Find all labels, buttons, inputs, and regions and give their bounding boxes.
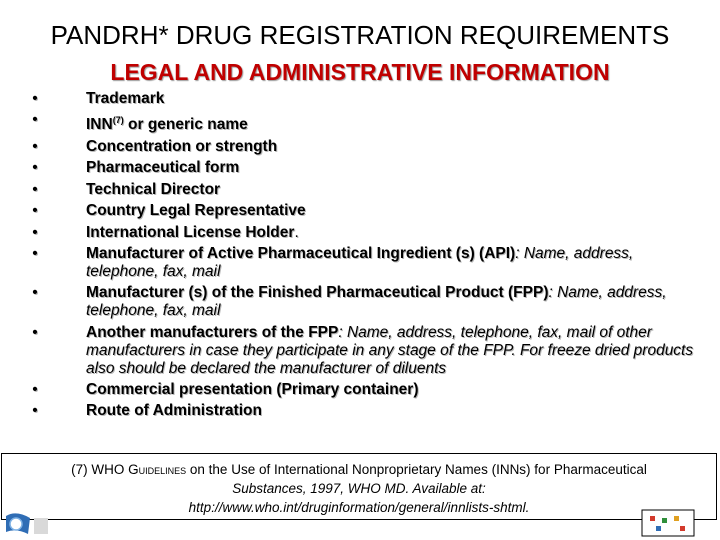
item-detail: : Name, address, telephone, fax, mail [86, 244, 634, 280]
bullet-icon: • [32, 180, 38, 198]
footnote-reference: (7) [112, 115, 124, 126]
item-heading: Manufacturer (s) of the Finished Pharmaceutical Product (FPP) [86, 284, 549, 302]
item-heading: International License Holder [86, 223, 295, 241]
footnote-box [1, 453, 717, 520]
bullet-icon: • [32, 381, 38, 399]
item-heading: Pharmaceutical form [86, 159, 240, 177]
bullet-icon: • [32, 402, 38, 420]
list-item-legal-representative [30, 202, 705, 220]
item-heading: Route of Administration [86, 402, 262, 420]
item-heading: Trademark [86, 90, 165, 107]
bullet-icon: • [32, 90, 38, 107]
footnote-line-2: Substances, 1997, WHO MD. Available at: [232, 481, 486, 496]
list-item-other-manufacturers [30, 324, 705, 378]
bullet-icon: • [32, 111, 38, 129]
bullet-icon: • [32, 284, 38, 302]
bullet-icon: • [32, 202, 38, 220]
item-heading: Country Legal Representative [86, 202, 306, 220]
footnote-line-1 [2, 460, 716, 479]
slide-title: PANDRH* DRUG REGISTRATION REQUIREMENTS [50, 20, 670, 50]
footnote-lead: (7) WHO [71, 462, 129, 477]
item-heading: Commercial presentation (Primary container) [86, 381, 419, 399]
bullet-icon: • [32, 323, 38, 341]
item-heading: INN [86, 116, 113, 134]
bullet-icon: • [32, 137, 38, 155]
item-detail: . [294, 223, 299, 241]
list-item-commercial-presentation [30, 381, 705, 399]
item-heading: Concentration or strength [86, 137, 278, 155]
footnote-url[interactable]: http://www.who.int/druginformation/general/innlists-shtml. [188, 500, 530, 515]
list-item-pharmaceutical-form [30, 159, 705, 177]
footnote-line1-rest: on the Use of International Nonproprietary Names (INNs) for Pharmaceutical [186, 462, 647, 477]
list-item-inn [30, 111, 705, 134]
list-item-trademark [30, 90, 705, 108]
list-item-concentration [30, 138, 705, 156]
requirements-list [30, 90, 705, 424]
bullet-icon: • [32, 244, 38, 262]
item-detail: : Name, address, telephone, fax, mail [86, 284, 667, 320]
organization-logo-left-icon [4, 512, 50, 538]
list-item-license-holder [30, 224, 705, 242]
organization-logo-right-icon [640, 508, 696, 538]
bullet-icon: • [32, 159, 38, 177]
item-heading: Another manufacturers of the FPP [86, 323, 339, 341]
item-heading: Technical Director [86, 180, 221, 198]
item-heading-continued: or generic name [123, 116, 248, 134]
slide-subtitle: LEGAL AND ADMINISTRATIVE INFORMATION [110, 59, 610, 85]
bullet-icon: • [32, 223, 38, 241]
item-detail: : Name, address, telephone, fax, mail of other manufacturers in case they participate in any stage of the FPP. For freeze dried products also should be declared the manufacturer of diluents [86, 323, 694, 377]
list-item-api-manufacturer [30, 245, 705, 281]
item-heading: Manufacturer of Active Pharmaceutical Ingredient (s) (API) [86, 244, 516, 262]
list-item-technical-director [30, 181, 705, 199]
footnote-smallcaps: Guidelines [128, 462, 187, 477]
list-item-route [30, 402, 705, 420]
list-item-fpp-manufacturer [30, 284, 705, 320]
